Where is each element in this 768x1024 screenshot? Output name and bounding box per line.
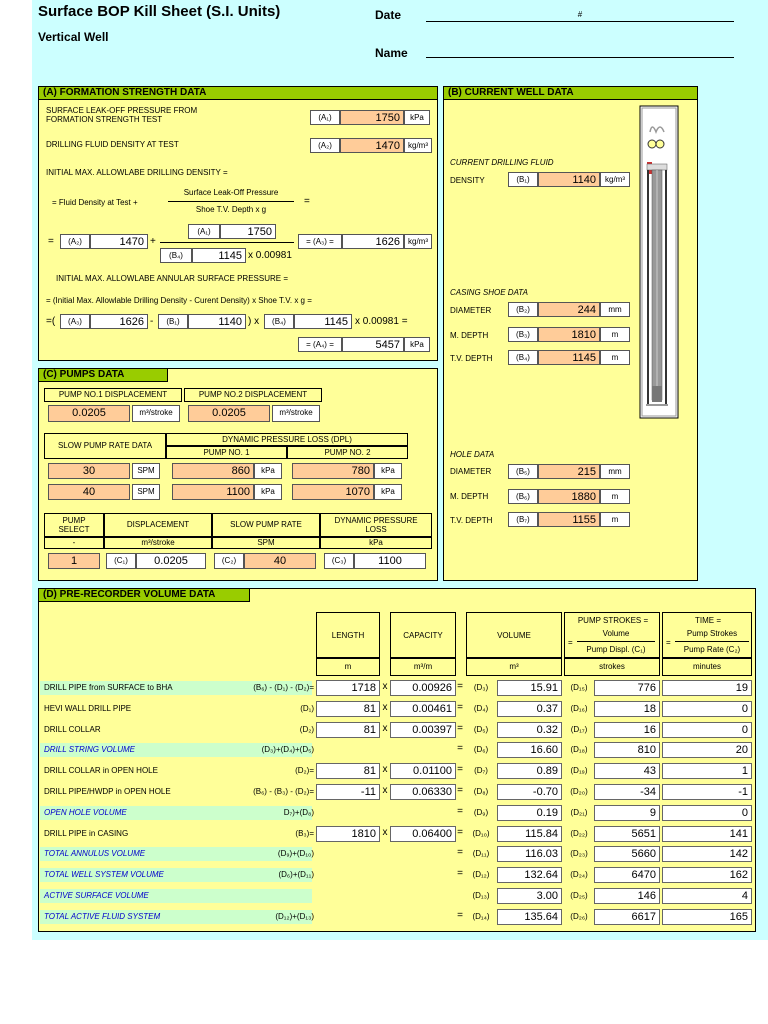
spr1-spm-input[interactable]: 30 [48, 463, 130, 479]
strokes-value: 6470 [594, 867, 660, 883]
date-field[interactable]: # [426, 10, 734, 22]
maasp-a3-value: 1626 [90, 314, 148, 329]
volume-row-formula: (D₂)= [295, 766, 314, 775]
volume-value: 116.03 [497, 846, 562, 862]
times-sign: x [382, 827, 388, 838]
time-value: 141 [662, 826, 752, 842]
length-header: LENGTH [316, 612, 380, 658]
volume-value: 0.89 [497, 763, 562, 779]
strokes-code: (D₂₆) [570, 912, 588, 921]
dpl-header: DYNAMIC PRESSURE LOSS (DPL) [166, 433, 408, 446]
sel-c2-code: (C₂) [214, 553, 244, 569]
equals-sign: = [457, 785, 463, 796]
time-header-eq: = [666, 638, 671, 647]
spr1-spm-unit: SPM [132, 463, 160, 479]
volume-value: 16.60 [497, 742, 562, 758]
sel-c1-value: 0.0205 [136, 553, 206, 569]
strokes-value: 43 [594, 763, 660, 779]
maasp-a4-unit: kPa [404, 337, 430, 352]
equals-sign: = [457, 868, 463, 879]
maasp-times: ) x [248, 316, 260, 327]
time-value: 142 [662, 846, 752, 862]
sheet-subtitle: Vertical Well [38, 30, 109, 44]
volume-row-label: DRILL PIPE in CASING [44, 829, 129, 838]
fluid-density-label: DRILLING FLUID DENSITY AT TEST [46, 140, 179, 149]
time-value: 0 [662, 805, 752, 821]
equals-sign: = [457, 847, 463, 858]
section-a-title: (A) FORMATION STRENGTH DATA [38, 86, 438, 100]
pump1-header: PUMP NO.1 DISPLACEMENT [44, 388, 182, 402]
strokes-code: (D₂₂) [570, 829, 588, 838]
equals-sign: = [457, 827, 463, 838]
strokes-code: (D₂₁) [570, 808, 588, 817]
hole-code: (B₅) [508, 464, 538, 479]
strokes-code: (D₁₈) [570, 745, 588, 754]
maasp-b1-code: (B₁) [158, 314, 188, 329]
hole-unit: mm [600, 464, 630, 479]
name-field[interactable] [426, 46, 734, 58]
initmax-label: INITIAL MAX. ALLOWLABE DRILLING DENSITY = [46, 168, 228, 177]
strokes-value: 16 [594, 722, 660, 738]
section-b-title: (B) CURRENT WELL DATA [443, 86, 698, 100]
times-sign: x [382, 785, 388, 796]
calc-a3-value: 1626 [342, 234, 404, 249]
sel-c1-code: (C₁) [106, 553, 136, 569]
time-header-den: Pump Rate (C₂) [683, 645, 741, 654]
volume-value: 132.64 [497, 867, 562, 883]
volume-code: (D₆) [473, 745, 489, 754]
cs-tvdepth-input[interactable]: 1145 [538, 350, 600, 365]
calc-equals: = [48, 236, 54, 247]
sel-displacement-unit: m³/stroke [104, 537, 212, 549]
date-label: Date [375, 8, 402, 22]
volume-row-formula: (D₆)+(D₁₁) [278, 870, 314, 879]
volume-row-formula: (B₆) - (D₁) - (D₂)= [253, 683, 314, 692]
equals-sign: = [457, 806, 463, 817]
strokes-code: (D₂₀) [570, 787, 588, 796]
strokes-code: (D₁₅) [570, 683, 588, 692]
capacity-input[interactable]: 0.06400 [390, 826, 456, 842]
formula-numerator: Surface Leak-Off Pressure [183, 188, 279, 197]
spr2-spm-input[interactable]: 40 [48, 484, 130, 500]
calc-gravity: x 0.00981 [248, 250, 292, 261]
volume-row-formula: (D₁) [300, 704, 314, 713]
time-value: 165 [662, 909, 752, 925]
equals-sign: = [457, 743, 463, 754]
length-input[interactable]: 81 [316, 722, 380, 738]
pump1-displacement-input[interactable]: 0.0205 [48, 405, 130, 422]
volume-value: 0.32 [497, 722, 562, 738]
strokes-header-divider [577, 641, 655, 642]
current-fluid-title: CURRENT DRILLING FLUID [450, 158, 554, 167]
dpl-pump2-header: PUMP NO. 2 [287, 446, 408, 459]
volume-code: (D₈) [473, 787, 489, 796]
leakoff-input[interactable]: 1750 [340, 110, 404, 125]
fluid-density-input[interactable]: 1470 [340, 138, 404, 153]
equals-sign: = [457, 910, 463, 921]
time-value: -1 [662, 784, 752, 800]
capacity-unit: m³/m [390, 658, 456, 676]
maasp-label: INITIAL MAX. ALLOWLABE ANNULAR SURFACE PRESSURE = [56, 274, 288, 283]
leakoff-code: (A₁) [310, 110, 340, 125]
volume-row-label: DRILL PIPE from SURFACE to BHA [44, 683, 173, 692]
volume-row-label: DRILL STRING VOLUME [44, 745, 135, 754]
pump-select-input[interactable]: 1 [48, 553, 100, 569]
capacity-header: CAPACITY [390, 612, 456, 658]
pump2-displacement-unit: m³/stroke [272, 405, 320, 422]
maasp-b1-value: 1140 [188, 314, 246, 329]
volume-code: (D₇) [474, 766, 488, 775]
strokes-value: 5651 [594, 826, 660, 842]
volume-code: (D₁₂) [472, 870, 490, 879]
strokes-code: (D₁₇) [570, 725, 588, 734]
time-header-top: TIME = [694, 616, 721, 625]
sel-displacement-header: DISPLACEMENT [104, 513, 212, 537]
length-input[interactable]: 1810 [316, 826, 380, 842]
maasp-b4-code: (B₄) [264, 314, 294, 329]
hole-label: DIAMETER [450, 467, 492, 476]
volume-code: (D₅) [473, 725, 489, 734]
sel-pump-header: PUMP SELECT [44, 513, 104, 537]
time-header-divider [675, 641, 749, 642]
formula-denominator: Shoe T.V. Depth x g [195, 205, 267, 214]
calc-b4-code: (B₄) [160, 248, 192, 263]
cs-unit: mm [600, 302, 630, 317]
times-sign: x [382, 723, 388, 734]
calc-divider [160, 242, 294, 243]
time-value: 19 [662, 680, 752, 696]
volume-row-formula: (D₉)+(D₁₀) [277, 849, 314, 858]
strokes-value: 146 [594, 888, 660, 904]
spr2-spm-unit: SPM [132, 484, 160, 500]
leakoff-label: SURFACE LEAK-OFF PRESSURE FROM FORMATION STRENGTH TEST [46, 106, 198, 124]
volume-unit: m³ [466, 658, 562, 676]
density-code: (B₁) [508, 172, 538, 187]
time-header [662, 612, 752, 658]
cs-unit: m [600, 327, 630, 342]
capacity-input[interactable]: 0.01100 [390, 763, 456, 779]
dpl-pump1-header: PUMP NO. 1 [166, 446, 287, 459]
calc-a1-value: 1750 [220, 224, 276, 239]
volume-value: 0.19 [497, 805, 562, 821]
section-c-title: (C) PUMPS DATA [38, 368, 168, 382]
strokes-header-top: PUMP STROKES = [577, 616, 649, 625]
maasp-open: =( [46, 316, 56, 327]
cs-code: (B₂) [508, 302, 538, 317]
times-sign: x [382, 702, 388, 713]
maasp-b4-value: 1145 [294, 314, 352, 329]
volume-code: (D₁₄) [472, 912, 490, 921]
sel-c3-value: 1100 [354, 553, 426, 569]
strokes-code: (D₂₄) [570, 870, 588, 879]
capacity-input[interactable]: 0.00461 [390, 701, 456, 717]
pump2-displacement-input[interactable]: 0.0205 [188, 405, 270, 422]
volume-code: (D₁₀) [472, 829, 490, 838]
calc-a1-code: (A₁) [188, 224, 220, 239]
volume-row-label: OPEN HOLE VOLUME [44, 808, 127, 817]
spr2-dpl1-unit: kPa [254, 484, 282, 500]
equals-sign: = [457, 764, 463, 775]
hole-unit: m [600, 512, 630, 527]
volume-code: (D₃) [473, 683, 489, 692]
spr2-dpl1-input[interactable]: 1100 [172, 484, 254, 500]
time-value: 4 [662, 888, 752, 904]
formula-equals: = [304, 196, 310, 207]
calc-a3-unit: kg/m³ [404, 234, 432, 249]
capacity-input[interactable]: 0.06330 [390, 784, 456, 800]
calc-b4-value: 1145 [192, 248, 246, 263]
volume-row-formula: (D₂) [299, 725, 314, 734]
strokes-unit: strokes [564, 658, 660, 676]
cs-code: (B₃) [508, 327, 538, 342]
maasp-a3-code: (A₃) [60, 314, 90, 329]
volume-header: VOLUME [466, 612, 562, 658]
cs-label: T.V. DEPTH [450, 354, 493, 363]
time-unit: minutes [662, 658, 752, 676]
section-d-title: (D) PRE-RECORDER VOLUME DATA [38, 588, 250, 602]
strokes-value: -34 [594, 784, 660, 800]
calc-a2-code: (A₂) [60, 234, 90, 249]
maasp-minus: - [150, 316, 154, 327]
times-sign: x [382, 764, 388, 775]
density-unit: kg/m³ [600, 172, 630, 187]
volume-value: 0.37 [497, 701, 562, 717]
strokes-header-den: Pump Displ. (C₁) [586, 645, 646, 654]
capacity-input[interactable]: 0.00397 [390, 722, 456, 738]
sel-spr-header: SLOW PUMP RATE [212, 513, 320, 537]
strokes-header-eq: = [568, 638, 573, 647]
sel-c2-value: 40 [244, 553, 316, 569]
cs-diameter-input[interactable]: 244 [538, 302, 600, 317]
times-sign: x [382, 681, 388, 692]
cs-label: DIAMETER [450, 306, 492, 315]
density-input[interactable]: 1140 [538, 172, 600, 187]
cs-code: (B₄) [508, 350, 538, 365]
sel-pump-unit: - [44, 537, 104, 549]
maasp-a4-value: 5457 [342, 337, 404, 352]
strokes-value: 776 [594, 680, 660, 696]
calc-a3-code: = (A₃) = [298, 234, 342, 249]
volume-code: (D₄) [473, 704, 489, 713]
hole-code: (B₇) [508, 512, 538, 527]
sheet-title: Surface BOP Kill Sheet (S.I. Units) [38, 3, 281, 20]
volume-row-label: DRILL COLLAR in OPEN HOLE [44, 766, 158, 775]
strokes-value: 810 [594, 742, 660, 758]
spr1-dpl1-unit: kPa [254, 463, 282, 479]
time-value: 1 [662, 763, 752, 779]
spr2-dpl2-input[interactable]: 1070 [292, 484, 374, 500]
time-value: 20 [662, 742, 752, 758]
formula-left: = Fluid Density at Test + [52, 198, 138, 207]
hole-data-title: HOLE DATA [450, 450, 495, 459]
density-label: DENSITY [450, 176, 485, 185]
length-input[interactable]: -11 [316, 784, 380, 800]
calc-plus: + [150, 236, 156, 247]
spr1-dpl2-input[interactable]: 780 [292, 463, 374, 479]
volume-row-label: TOTAL WELL SYSTEM VOLUME [44, 870, 164, 879]
volume-row-formula: (D₁₂)+(D₁₃) [275, 912, 314, 921]
spr-header: SLOW PUMP RATE DATA [44, 433, 166, 459]
strokes-code: (D₁₆) [570, 704, 588, 713]
length-input[interactable]: 81 [316, 763, 380, 779]
equals-sign: = [457, 723, 463, 734]
strokes-code: (D₁₉) [570, 766, 588, 775]
cs-unit: m [600, 350, 630, 365]
equals-sign: = [457, 702, 463, 713]
strokes-value: 18 [594, 701, 660, 717]
sel-c3-code: (C₃) [324, 553, 354, 569]
well-schematic-diagram [636, 104, 682, 422]
fluid-density-unit: kg/m³ [404, 138, 432, 153]
sel-spr-unit: SPM [212, 537, 320, 549]
pump1-displacement-unit: m³/stroke [132, 405, 180, 422]
volume-row-formula: (B₆) - (B₃) - (D₂)= [253, 787, 314, 796]
length-input[interactable]: 81 [316, 701, 380, 717]
volume-row-label: DRILL COLLAR [44, 725, 101, 734]
volume-row-label: TOTAL ANNULUS VOLUME [44, 849, 146, 858]
equals-sign: = [457, 681, 463, 692]
name-label: Name [375, 46, 408, 60]
volume-value: -0.70 [497, 784, 562, 800]
volume-row-formula: (D₃)+(D₄)+(D₅) [261, 745, 314, 754]
spr2-dpl2-unit: kPa [374, 484, 402, 500]
cs-mdepth-input[interactable]: 1810 [538, 327, 600, 342]
volume-value: 135.64 [497, 909, 562, 925]
volume-code: (D₉) [473, 808, 489, 817]
volume-value: 15.91 [497, 680, 562, 696]
volume-row-label: TOTAL ACTIVE FLUID SYSTEM [44, 912, 161, 921]
hole-label: M. DEPTH [450, 492, 489, 501]
time-value: 0 [662, 701, 752, 717]
volume-row-label: ACTIVE SURFACE VOLUME [44, 891, 149, 900]
strokes-value: 5660 [594, 846, 660, 862]
capacity-input[interactable]: 0.00926 [390, 680, 456, 696]
hole-tvdepth-input[interactable]: 1155 [538, 512, 600, 527]
volume-code: (D₁₃) [472, 891, 490, 900]
strokes-header-num: Volume [602, 629, 630, 638]
volume-row-label: DRILL PIPE/HWDP in OPEN HOLE [44, 787, 171, 796]
volume-row-formula: (B₃)= [295, 829, 314, 838]
strokes-header [564, 612, 660, 658]
strokes-value: 6617 [594, 909, 660, 925]
time-header-num: Pump Strokes [686, 629, 738, 638]
maasp-a4-code: = (A₄) = [298, 337, 342, 352]
calc-a2-value: 1470 [90, 234, 148, 249]
casing-shoe-title: CASING SHOE DATA [450, 288, 528, 297]
volume-value[interactable]: 3.00 [497, 888, 562, 904]
spr1-dpl1-input[interactable]: 860 [172, 463, 254, 479]
volume-code: (D₁₁) [472, 849, 490, 858]
strokes-code: (D₂₃) [570, 849, 588, 858]
sel-dpl-header: DYNAMIC PRESSURE LOSS [320, 513, 432, 537]
time-value: 162 [662, 867, 752, 883]
strokes-value: 9 [594, 805, 660, 821]
formula-divider [168, 201, 294, 202]
spr1-dpl2-unit: kPa [374, 463, 402, 479]
strokes-code: (D₂₅) [570, 891, 588, 900]
maasp-formula: = (Initial Max. Allowlable Drilling Density - Curent Density) x Shoe T.V. x g = [46, 296, 312, 305]
hole-mdepth-input[interactable]: 1880 [538, 489, 600, 504]
volume-value: 115.84 [497, 826, 562, 842]
hole-label: T.V. DEPTH [450, 516, 493, 525]
cs-label: M. DEPTH [450, 331, 489, 340]
fluid-density-code: (A₂) [310, 138, 340, 153]
hole-code: (B₆) [508, 489, 538, 504]
pump2-header: PUMP NO.2 DISPLACEMENT [184, 388, 322, 402]
maasp-gravity: x 0.00981 = [355, 316, 408, 327]
volume-row-label: HEVI WALL DRILL PIPE [44, 704, 132, 713]
sel-dpl-unit: kPa [320, 537, 432, 549]
volume-row-formula: D₇)+(D₈) [283, 808, 314, 817]
length-unit: m [316, 658, 380, 676]
hole-diameter-input[interactable]: 215 [538, 464, 600, 479]
leakoff-unit: kPa [404, 110, 430, 125]
length-input[interactable]: 1718 [316, 680, 380, 696]
time-value: 0 [662, 722, 752, 738]
hole-unit: m [600, 489, 630, 504]
